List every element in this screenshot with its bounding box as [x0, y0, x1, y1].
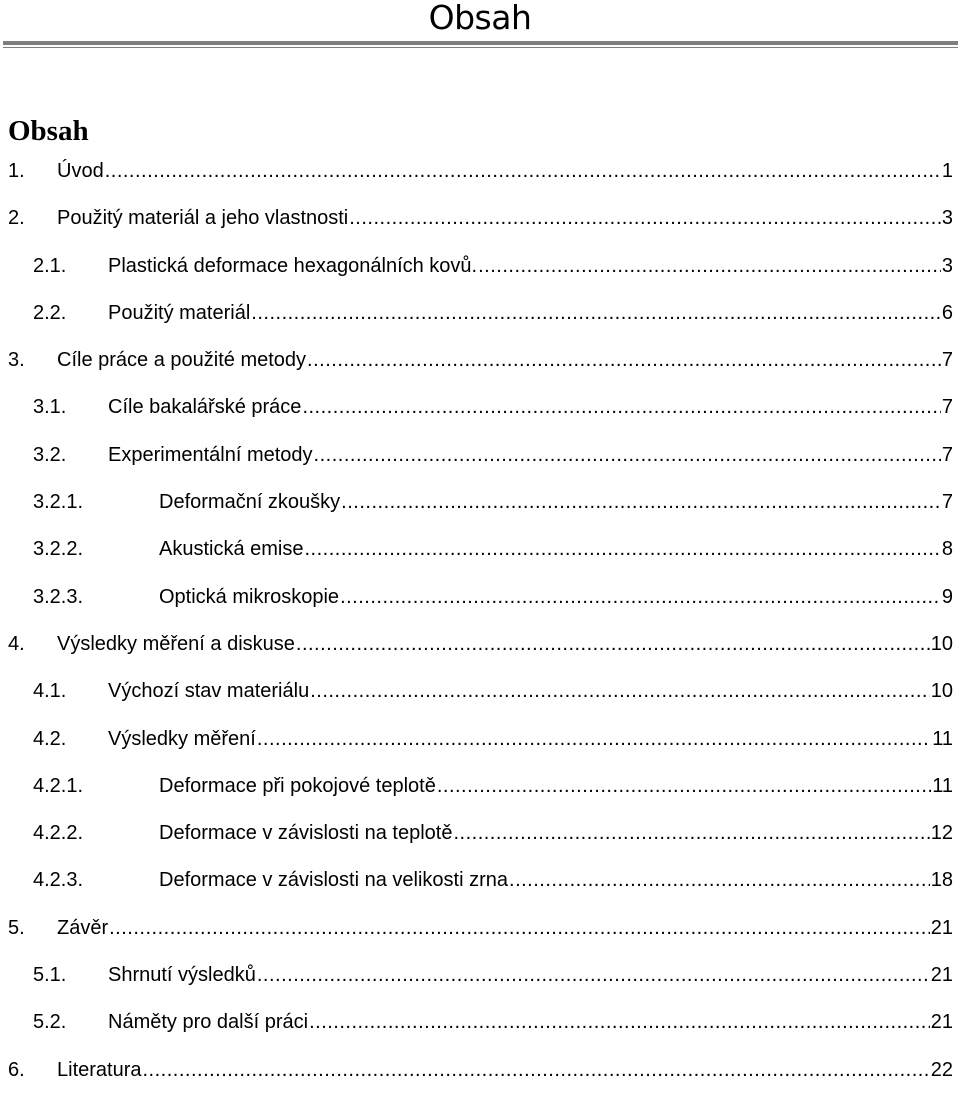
toc-entry-line	[108, 999, 953, 1046]
toc-entry-number: 3.2.	[33, 443, 67, 466]
toc-entry-page: 7	[941, 349, 953, 372]
toc-entry-label: Cíle bakalářské práce	[108, 396, 302, 419]
toc-entry-page: 21	[930, 916, 953, 939]
toc-entry[interactable]	[0, 716, 960, 763]
toc-entry-label: Plastická deformace hexagonálních kovů.	[108, 254, 478, 277]
toc-entry[interactable]	[0, 1047, 960, 1094]
toc-entry-page: 11	[932, 727, 953, 750]
toc-entry-number: 1.	[8, 160, 25, 182]
toc-entry-line	[159, 479, 953, 526]
toc-entry-number: 3.2.1.	[33, 491, 84, 514]
toc-entry[interactable]	[0, 763, 960, 810]
toc-entry[interactable]	[0, 905, 960, 952]
toc-entry[interactable]	[0, 526, 960, 573]
toc-entry[interactable]	[0, 857, 960, 904]
toc-entry[interactable]	[0, 952, 960, 999]
toc-entry-label: Závěr	[57, 916, 109, 939]
toc-entry-label: Výsledky měření a diskuse	[57, 632, 295, 655]
toc-entry[interactable]	[0, 999, 960, 1046]
toc-entry-label: Použitý materiál	[108, 301, 251, 324]
toc-entry-number: 3.2.3.	[33, 585, 84, 608]
toc-entry-page: 10	[930, 632, 953, 655]
toc-entry-number: 4.	[8, 632, 25, 655]
dot-leader	[143, 1047, 930, 1094]
table-of-contents	[0, 148, 960, 1094]
toc-entry-label: Optická mikroskopie	[159, 585, 340, 608]
toc-entry-number: 4.2.2.	[33, 822, 84, 845]
toc-entry-number: 4.1.	[33, 680, 67, 703]
toc-entry[interactable]	[0, 479, 960, 526]
toc-entry-label: Použitý materiál a jeho vlastnosti	[57, 207, 349, 230]
dot-leader	[478, 243, 941, 290]
toc-entry[interactable]	[0, 195, 960, 242]
dot-leader	[437, 763, 931, 810]
toc-entry-page: 21	[930, 964, 953, 987]
toc-entry[interactable]	[0, 432, 960, 479]
toc-entry-number: 4.2.	[33, 727, 67, 750]
toc-entry-label: Shrnutí výsledků	[108, 964, 256, 987]
toc-entry-line	[108, 432, 953, 479]
toc-entry-number: 6.	[8, 1058, 25, 1081]
toc-entry[interactable]	[0, 574, 960, 621]
toc-entry-line	[108, 384, 953, 431]
toc-entry-line	[108, 243, 953, 290]
dot-leader	[257, 952, 930, 999]
toc-entry-page: 3	[941, 254, 953, 277]
toc-entry[interactable]	[0, 810, 960, 857]
toc-entry[interactable]	[0, 290, 960, 337]
toc-entry-line	[57, 148, 953, 195]
toc-entry-label: Deformace při pokojové teplotě	[159, 774, 436, 797]
toc-entry-number: 5.1.	[33, 964, 67, 987]
toc-entry-page: 9	[941, 585, 953, 608]
toc-entry-page: 6	[941, 301, 953, 324]
toc-entry[interactable]	[0, 668, 960, 715]
toc-entry-number: 2.	[8, 207, 25, 230]
dot-leader	[349, 195, 941, 242]
toc-entry-line	[159, 574, 953, 621]
toc-entry[interactable]	[0, 621, 960, 668]
dot-leader	[310, 668, 930, 715]
toc-entry-number: 3.	[8, 349, 25, 372]
toc-title: Obsah	[8, 115, 89, 147]
toc-entry-number: 5.2.	[33, 1011, 67, 1034]
toc-entry-label: Akustická emise	[159, 538, 304, 561]
toc-entry-page: 3	[941, 207, 953, 230]
toc-entry-label: Literatura	[57, 1058, 142, 1081]
toc-entry-page: 11	[932, 774, 953, 797]
dot-leader	[109, 905, 930, 952]
toc-entry-line	[57, 905, 953, 952]
dot-leader	[105, 148, 941, 195]
dot-leader	[302, 384, 940, 431]
toc-entry-page: 22	[930, 1058, 953, 1081]
toc-entry-number: 4.2.3.	[33, 869, 84, 892]
toc-entry-page: 7	[941, 443, 953, 466]
dot-leader	[309, 999, 930, 1046]
toc-entry[interactable]	[0, 337, 960, 384]
dot-leader	[251, 290, 941, 337]
toc-entry-label: Deformace v závislosti na velikosti zrna	[159, 869, 509, 892]
toc-entry-number: 2.2.	[33, 301, 67, 324]
toc-entry[interactable]	[0, 243, 960, 290]
toc-entry-line	[108, 290, 953, 337]
toc-entry-line	[57, 1047, 953, 1094]
toc-entry-label: Experimentální metody	[108, 443, 313, 466]
toc-entry-label: Úvod	[57, 160, 104, 182]
toc-entry-page: 21	[930, 1011, 953, 1034]
dot-leader	[305, 526, 941, 573]
toc-entry-label: Deformační zkoušky	[159, 491, 341, 514]
toc-entry-page: 10	[930, 680, 953, 703]
toc-entry-line	[159, 763, 953, 810]
toc-entry-line	[159, 857, 953, 904]
toc-entry-label: Cíle práce a použité metody	[57, 349, 307, 372]
dot-leader	[341, 479, 941, 526]
toc-entry-label: Deformace v závislosti na teplotě	[159, 822, 453, 845]
toc-entry-number: 4.2.1.	[33, 774, 84, 797]
toc-entry-line	[159, 810, 953, 857]
dot-leader	[314, 432, 941, 479]
toc-entry-page: 7	[941, 396, 953, 419]
dot-leader	[296, 621, 930, 668]
heading-rule-thin	[3, 47, 958, 48]
toc-entry-line	[57, 195, 953, 242]
toc-entry-label: Náměty pro další práci	[108, 1011, 309, 1034]
heading-rule	[3, 41, 958, 45]
dot-leader	[340, 574, 941, 621]
toc-entry-line	[57, 337, 953, 384]
toc-entry-page: 7	[941, 491, 953, 514]
toc-entry-page: 18	[930, 869, 953, 892]
toc-entry-label: Výchozí stav materiálu	[108, 680, 310, 703]
toc-entry-label: Výsledky měření	[108, 727, 256, 750]
toc-entry-line	[108, 952, 953, 999]
toc-entry-line	[108, 668, 953, 715]
toc-entry-line	[57, 621, 953, 668]
toc-entry-page: 1	[941, 160, 953, 182]
toc-entry-line	[159, 526, 953, 573]
toc-entry-number: 3.2.2.	[33, 538, 84, 561]
dot-leader	[257, 716, 931, 763]
toc-entry[interactable]	[0, 384, 960, 431]
toc-entry[interactable]	[0, 148, 960, 195]
toc-entry-page: 8	[941, 538, 953, 561]
page-heading: Obsah	[428, 0, 532, 37]
toc-entry-number: 5.	[8, 916, 25, 939]
dot-leader	[509, 857, 930, 904]
toc-entry-number: 3.1.	[33, 396, 67, 419]
dot-leader	[307, 337, 941, 384]
dot-leader	[453, 810, 929, 857]
toc-entry-page: 12	[930, 822, 953, 845]
toc-entry-line	[108, 716, 953, 763]
toc-entry-number: 2.1.	[33, 254, 67, 277]
